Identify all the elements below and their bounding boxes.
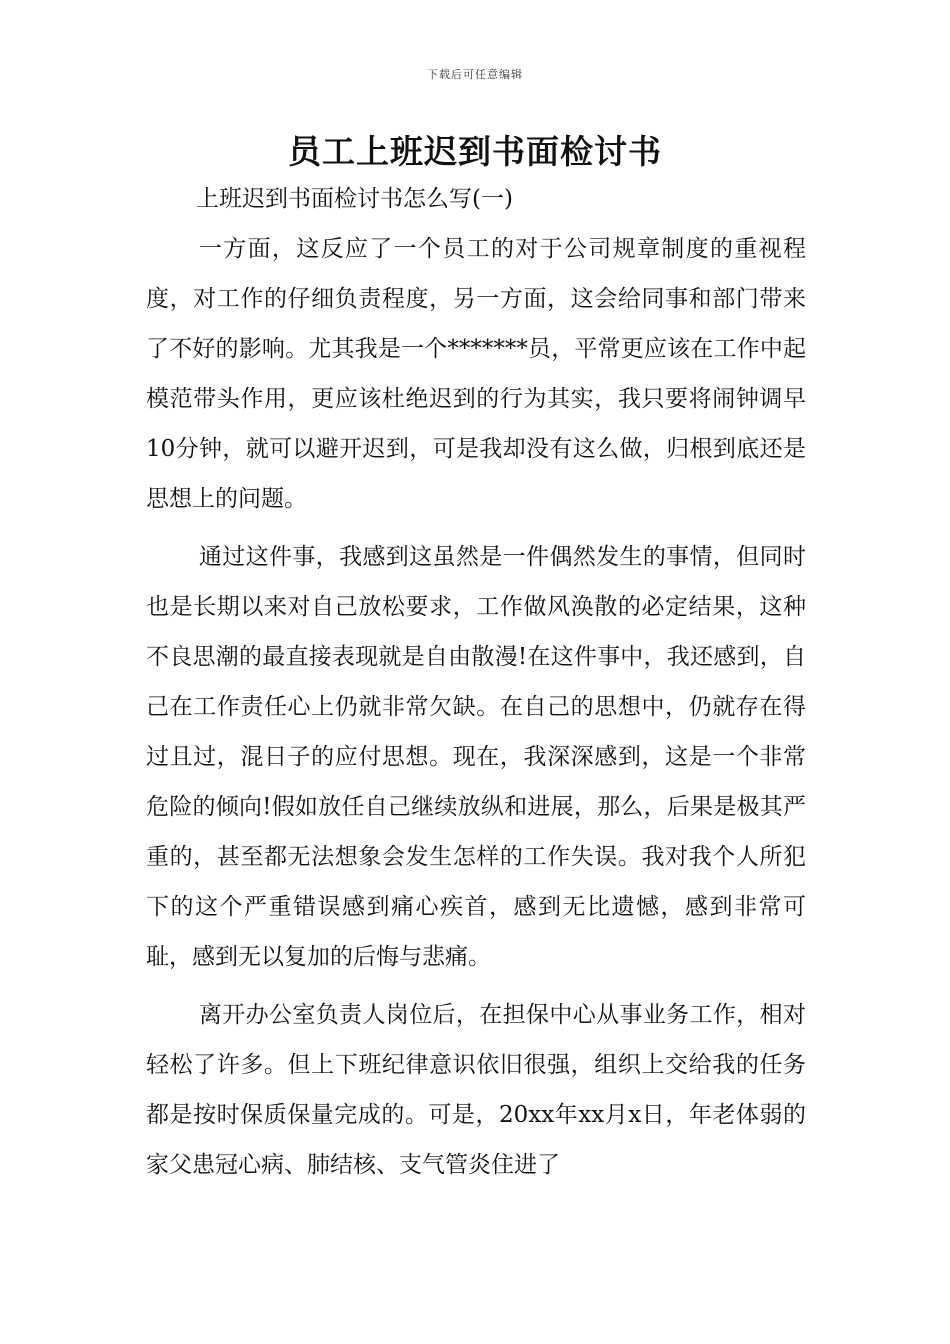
document-subtitle: 上班迟到书面检讨书怎么写(一) [196,186,513,212]
paragraph: 离开办公室负责人岗位后，在担保中心从事业务工作，相对轻松了许多。但上下班纪律意识依旧很强，组织上交给我的任务都是按时保质保量完成的。可是，20xx年xx月x日，年老体弱的家父患冠心病、肺结核、支气管炎住进了 [146,1002,806,1178]
document-body [146,224,806,1190]
paragraph: 一方面，这反应了一个员工的对于公司规章制度的重视程度，对工作的仔细负责程度，另一方面，这会给同事和部门带来了不好的影响。尤其我是一个*******员，平常更应该在工作中起模范带头作用，更应该杜绝迟到的行为其实，我只要将闹钟调早10分钟，就可以避开迟到，可是我却没有这么做，归根到底还是思想上的问题。 [146,236,806,512]
header-note: 下载后可任意编辑 [427,68,523,81]
paragraph: 通过这件事，我感到这虽然是一件偶然发生的事情，但同时也是长期以来对自己放松要求，工作做风涣散的必定结果，这种不良思潮的最直接表现就是自由散漫!在这件事中，我还感到，自己在工作责任心上仍就非常欠缺。在自己的思想中，仍就存在得过且过，混日子的应付思想。现在，我深深感到，这是一个非常危险的倾向!假如放任自己继续放纵和进展，那么，后果是极其严重的，甚至都无法想象会发生怎样的工作失误。我对我个人所犯下的这个严重错误感到痛心疾首，感到无比遗憾，感到非常可耻，感到无以复加的后悔与悲痛。 [146,544,806,970]
document-title: 员工上班迟到书面检讨书 [288,132,662,171]
